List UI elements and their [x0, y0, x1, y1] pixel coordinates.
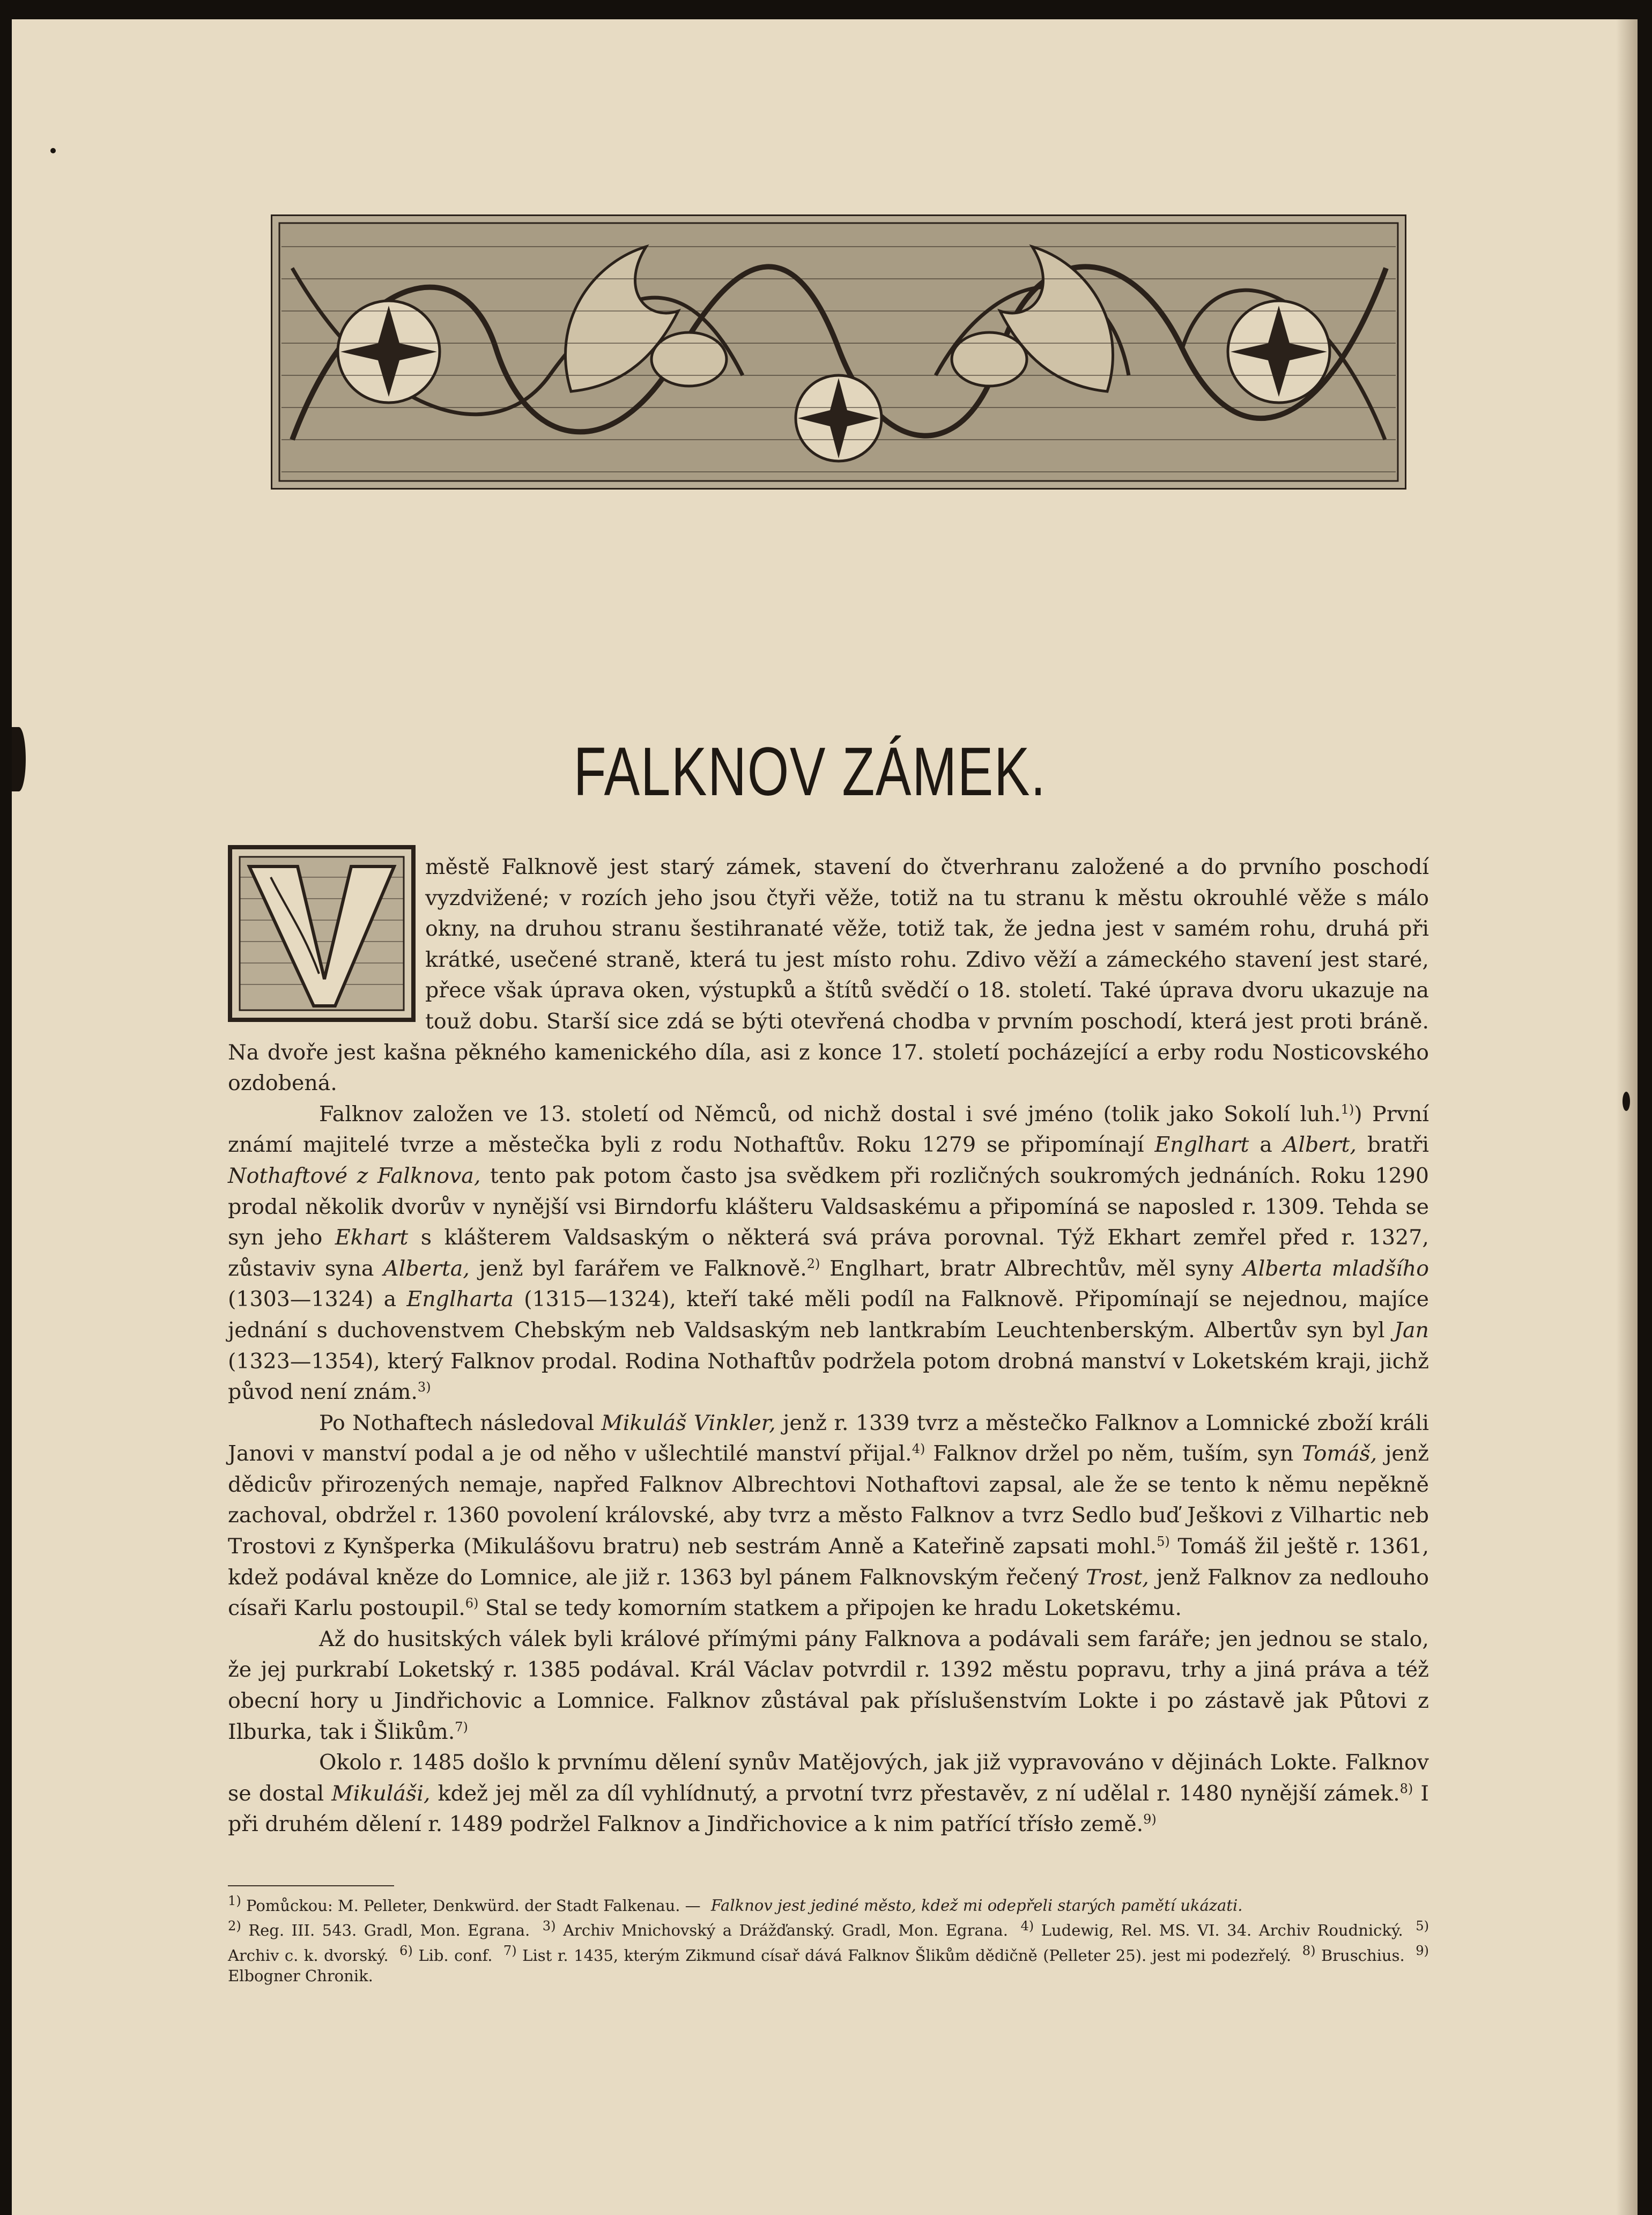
paragraph — [228, 1747, 1429, 1840]
italic-name: Alberta, — [383, 1256, 470, 1281]
text-run: tento pak potom často jsa svědkem při rozličných soukromých jednáních. Roku 1290 prodal několik dvorův v nynější vsi Birndorfu klášteru Valdsaskému a připomíná se naposled r. 1309. Tehda se syn jeho — [228, 1163, 1429, 1250]
footnote — [228, 1916, 1429, 1986]
italic-name: Ekhart — [335, 1225, 409, 1250]
paragraph — [228, 852, 1429, 1099]
text-run: (1323—1354), který Falknov prodal. Rodina Nothaftův podržela potom drobná manství v Loketském kraji, jichž původ není znám. — [228, 1349, 1429, 1405]
footnote-ref: 6) — [399, 1943, 413, 1959]
text-run: Stal se tedy komorním statkem a připojen ke hradu Loketskému. — [478, 1596, 1182, 1621]
footnote-ref: 7) — [455, 1719, 468, 1735]
text-run: Archiv Mnichovský a Drážďanský. Gradl, Mon. Egrana. — [555, 1921, 1016, 1940]
paragraph — [228, 1408, 1429, 1624]
text-run: (1303—1324) a — [228, 1287, 407, 1312]
griffin-ornament-icon — [271, 214, 1406, 490]
text-run: I při druhém dělení r. 1489 podržel Falknov a Jindřichovice a k nim patřící třísło země. — [228, 1781, 1429, 1837]
text-run: jenž dědicův přirozených nemaje, napřed Falknov Albrechtovi Nothaftovi zapsal, ale že se tento k němu nepěkně zachoval, obdržel r. 1360 povolení královské, aby tvrz a město Falknov a tvrz Sedlo buď Ješkovi z Vilhartic neb Trostovi z Kynšperka (Mikulášovu bratru) neb sestrám Anně a Kateřině zapsati mohl. — [228, 1441, 1429, 1559]
text-run: Englhart, bratr Albrechtův, měl syny — [820, 1256, 1243, 1281]
text-run: Archiv c. k. dvorský. — [228, 1946, 395, 1965]
text-run: Lib. conf. — [412, 1946, 498, 1965]
italic-name: Englhart — [1154, 1132, 1249, 1158]
text-run: městě Falknově jest starý zámek, stavení do čtverhranu založené a do prvního poschodí vyzdvižené; v rozích jeho jsou čtyři věže, totiž na tu stranu k městu okrouhlé věže s málo okny, na druhou stranu šestihranaté věže, totiž tak, že jedna jest v samém rohu, druhá při krátké, usečené straně, která tu jest místo rohu. Zdivo věží a zámeckého stavení jest staré, přece však úprava oken, výstupků a štítů svědčí o 18. století. Také úprava dvoru ukazuje na touž dobu. Starší sice zdá se býti otevřená chodba v prvním poschodí, která jest proti bráně. Na dvoře jest kašna pěkného kamenického díla, asi z konce 17. století pocházející a erby rodu Nosticovského ozdobená. — [228, 855, 1429, 1096]
text-run: Falknov založen ve 13. století od Němců, od nichž dostal i své jméno (tolik jako Sokolí luh. — [319, 1101, 1341, 1127]
footnote-ref: 7) — [503, 1943, 517, 1959]
footnote-ref: 3) — [417, 1379, 431, 1395]
text-run: List r. 1435, kterým Zikmund císař dává Falknov Šlikům dědičně (Pelleter 25). jest mi podezřelý. — [516, 1946, 1297, 1965]
italic-name: Albert, — [1283, 1132, 1357, 1158]
footnote-ref: 5) — [1157, 1534, 1170, 1549]
text-run: Až do husitských válek byli králové přímými pány Falknova a podávali sem faráře; jen jednou se stalo, že jej purkrabí Loketský r. 1385 podával. Král Václav potvrdil r. 1392 městu popravu, trhy a jiná práva a též obecní hory u Jindřichovic a Lomnice. Falknov zůstával pak příslušenstvím Lokte i po zástavě jak Půtovi z Ilburka, tak i Šlikům. — [228, 1626, 1429, 1744]
footnote-rule — [228, 1885, 394, 1886]
italic-name: Alberta mladšího — [1243, 1256, 1429, 1281]
text-run: bratři — [1356, 1132, 1429, 1158]
margin-ink-spot — [12, 727, 26, 791]
italic-name: Tomáš, — [1301, 1441, 1377, 1466]
text-run: jenž Falknov za nedlouho císaři Karlu postoupil. — [228, 1565, 1429, 1621]
text-run: Pomůckou: M. Pelleter, Denkwürd. der Stadt Falkenau. — — [241, 1896, 706, 1915]
footnote-ref: 8) — [1302, 1943, 1316, 1959]
footnote-ref: 1) — [228, 1893, 241, 1908]
footnote-ref: 8) — [1399, 1781, 1413, 1796]
paragraph — [228, 1099, 1429, 1408]
text-run: Ludewig, Rel. MS. VI. 34. Archiv Roudnický. — [1034, 1921, 1411, 1940]
text-run: Po Nothaftech následoval — [319, 1410, 602, 1435]
paragraph — [228, 1624, 1429, 1747]
text-run: Reg. III. 543. Gradl, Mon. Egrana. — [241, 1921, 537, 1940]
footnote-ref: 6) — [465, 1596, 479, 1611]
text-run: (1315—1324), kteří také měli podíl na Falknově. Připomínají se nejednou, majíce jednání s duchovenstvem Chebským neb Valdsaským neb lantkrabím Leuchtenberským. Albertův syn byl — [228, 1287, 1429, 1343]
italic-name: Nothaftové z Falknova, — [228, 1163, 481, 1188]
footnote-ref: 3) — [542, 1918, 556, 1934]
text-run: s klášterem Valdsaským o některá svá práva porovnal. Týž Ekhart zemřel před r. 1327, zůstaviv syna — [228, 1225, 1429, 1281]
footnote-ref: 4) — [912, 1441, 925, 1457]
footnote-ref: 1) — [1340, 1101, 1354, 1117]
footnote-ref: 5) — [1416, 1918, 1429, 1934]
footnote — [228, 1891, 1429, 1916]
italic-name: Mikuláš Vinkler, — [601, 1410, 776, 1435]
italic-name: Falknov jest jediné město, kdež mi odepřeli starých pamětí ukázati. — [710, 1896, 1243, 1915]
article-body — [228, 852, 1429, 1840]
footnote-ref: 4) — [1020, 1918, 1034, 1934]
headpiece-ornament — [271, 214, 1406, 490]
footnote-ref: 9) — [1143, 1812, 1157, 1827]
text-run: Falknov držel po něm, tuším, syn — [925, 1441, 1302, 1466]
text-run: Elbogner Chronik. — [228, 1966, 373, 1985]
text-run: Okolo r. 1485 došlo k prvnímu dělení synův Matějových, jak již vypravováno v dějinách Lokte. Falknov se dostal — [228, 1750, 1429, 1806]
footnote-ref: 9) — [1416, 1943, 1429, 1959]
footnote-ref: 2) — [228, 1918, 241, 1934]
page-title: FALKNOV ZÁMEK. — [573, 734, 1047, 810]
italic-name: Mikuláši, — [331, 1781, 431, 1806]
footnotes — [228, 1891, 1429, 1986]
text-run: Bruschius. — [1315, 1946, 1411, 1965]
italic-name: Jan — [1394, 1317, 1429, 1343]
text-run: ) První známí majitelé tvrze a městečka byli z rodu Nothaftův. Roku 1279 se připomínají — [228, 1101, 1429, 1158]
text-run: a — [1249, 1132, 1283, 1158]
text-run: jenž byl farářem ve Falknově. — [469, 1256, 807, 1281]
text-run: kdež jej měl za díl vyhlídnutý, a prvotní tvrz přestavěv, z ní udělal r. 1480 nynější zámek. — [430, 1781, 1400, 1806]
italic-name: Englharta — [406, 1287, 514, 1312]
italic-name: Trost, — [1086, 1565, 1149, 1590]
page-edge-shadow — [1616, 19, 1638, 2215]
footnote-ref: 2) — [806, 1256, 820, 1271]
text-run: Tomáš žil ještě r. 1361, kdež podával kněze do Lomnice, ale již r. 1363 byl pánem Falknovským řečený — [228, 1534, 1429, 1590]
margin-ink-spot — [1623, 1092, 1630, 1111]
book-page — [12, 19, 1638, 2215]
margin-ink-spot — [50, 148, 56, 153]
text-run: jenž r. 1339 tvrz a městečko Falknov a Lomnické zboží králi Janovi v manství podal a je od něho v ušlechtilé manství přijal. — [228, 1410, 1429, 1466]
